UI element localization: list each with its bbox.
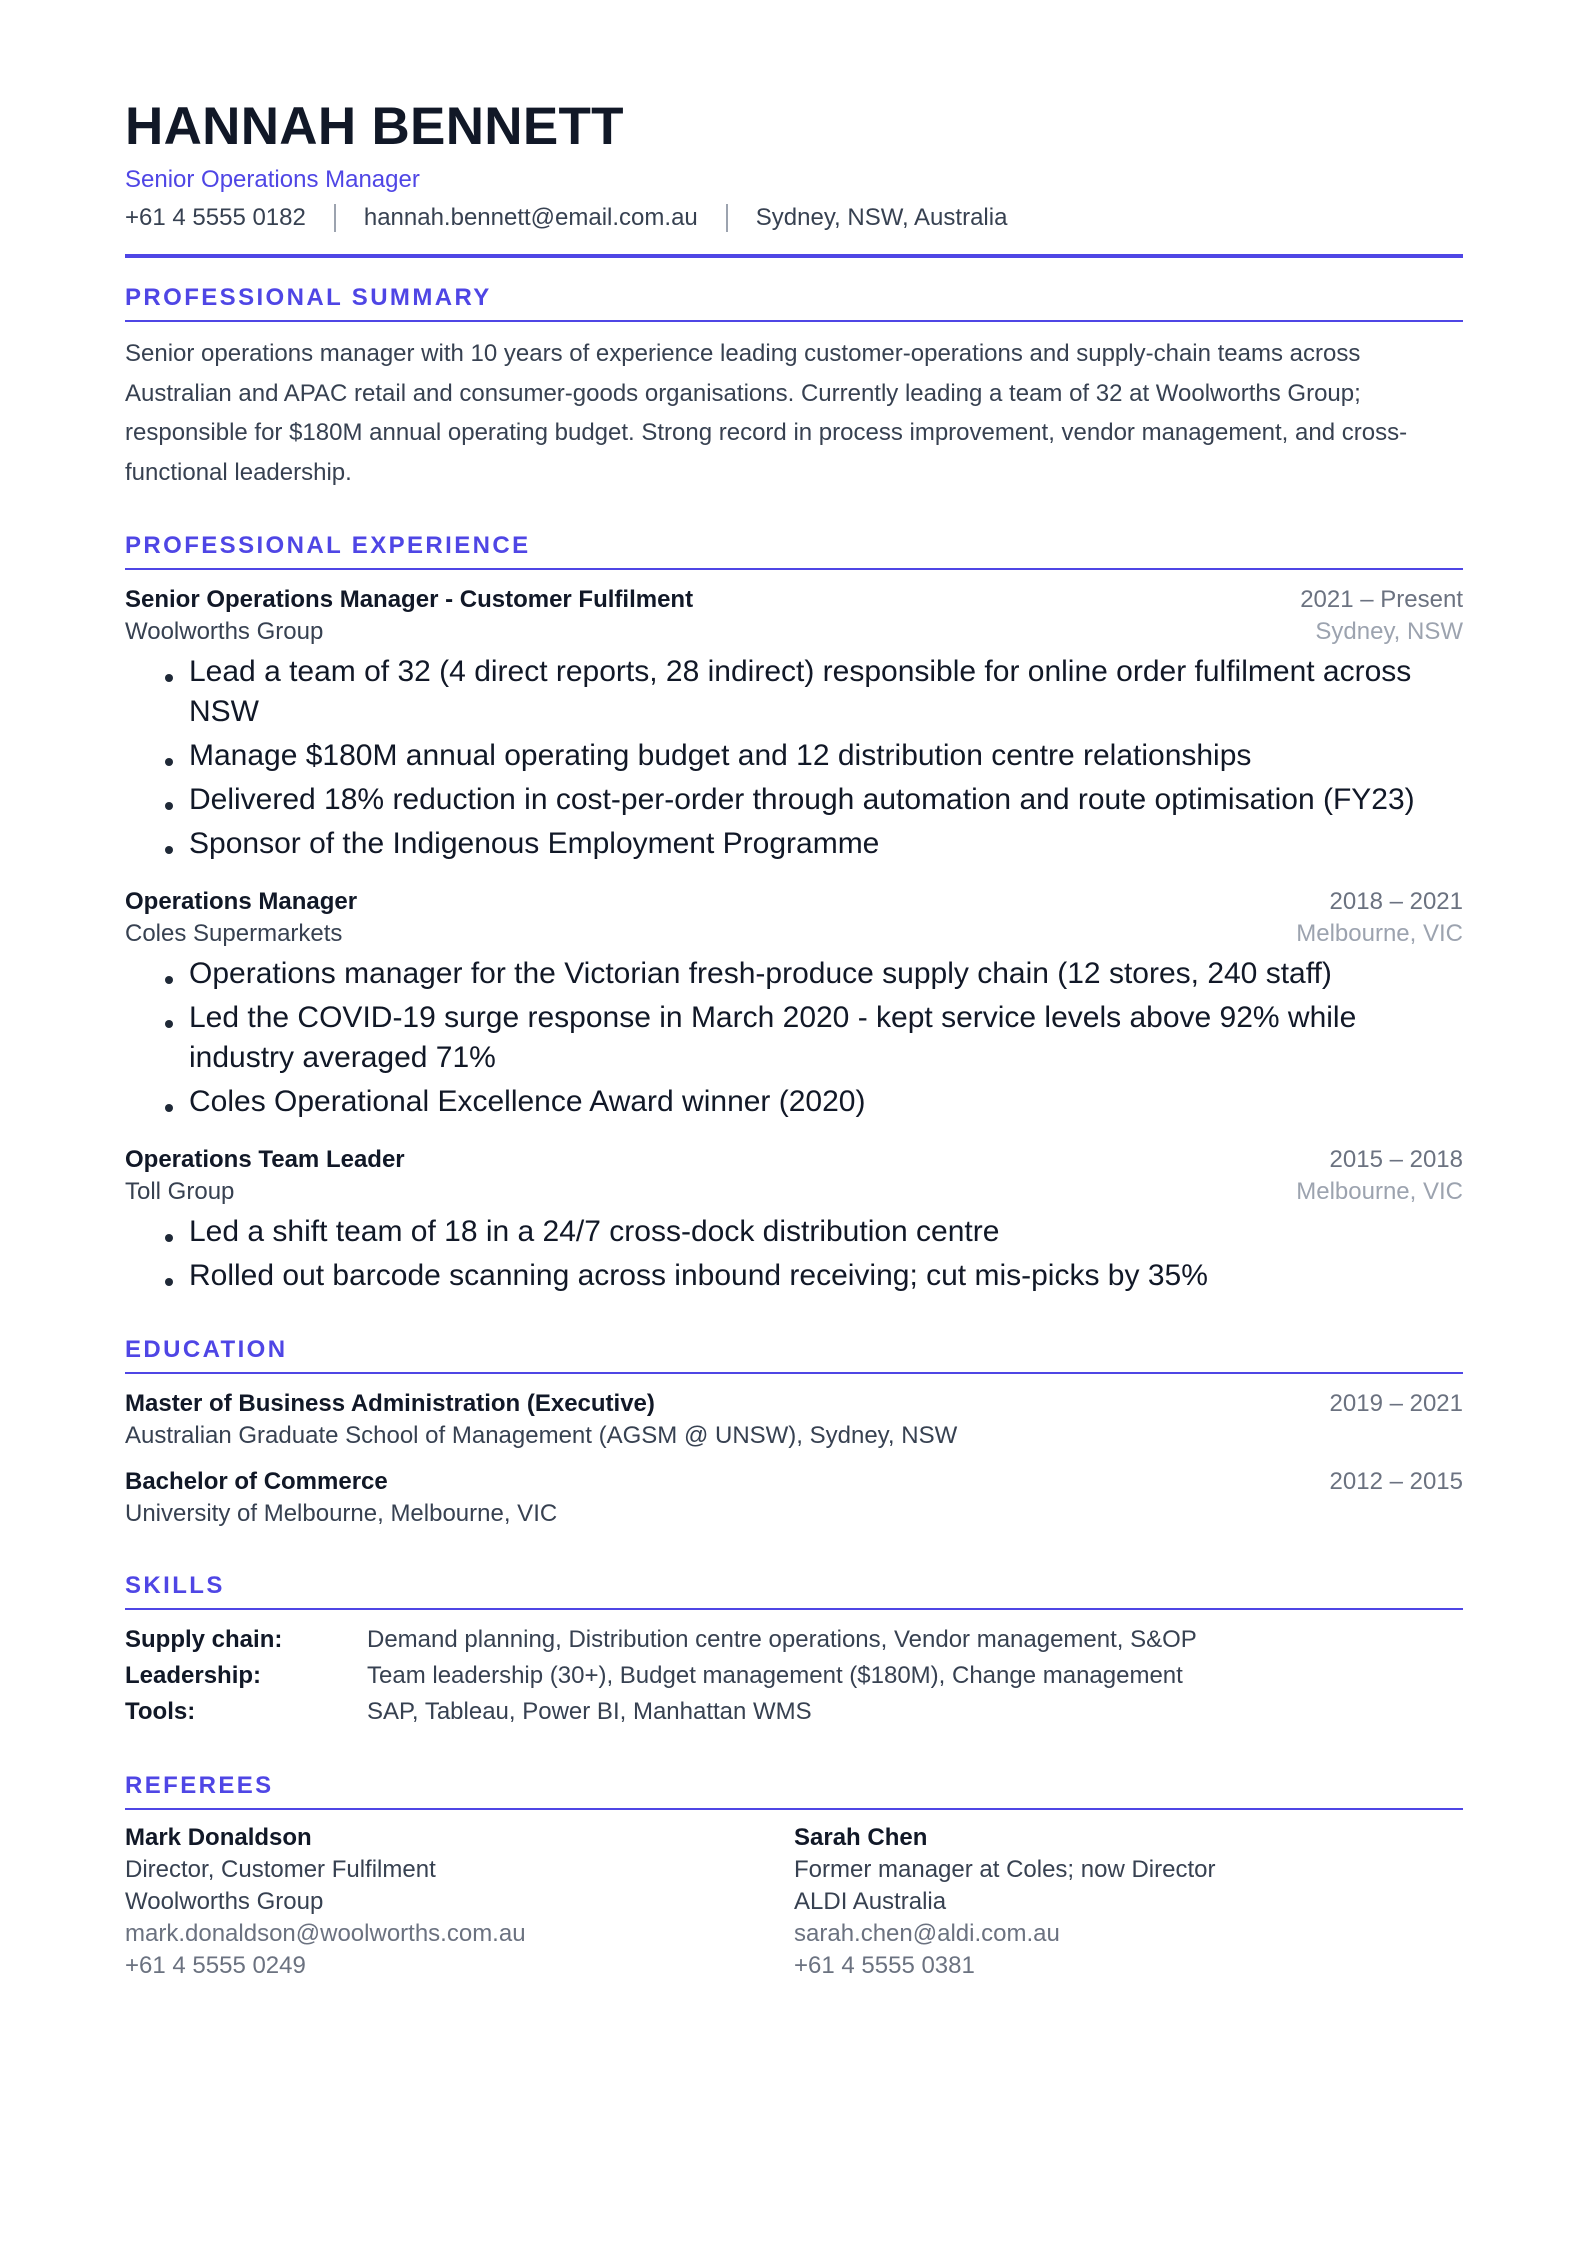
skill-row <box>125 1694 1463 1730</box>
skills-table <box>125 1622 1463 1730</box>
job-location: Melbourne, VIC <box>1296 920 1463 947</box>
referee-name: Sarah Chen <box>794 1824 928 1851</box>
referees-list <box>125 1822 1463 1982</box>
referee-org: ALDI Australia <box>794 1888 947 1915</box>
degree-dates: 2012 – 2015 <box>1329 1468 1463 1495</box>
referee-name: Mark Donaldson <box>125 1824 312 1851</box>
job-entry <box>125 886 1463 1122</box>
job-bullet: Sponsor of the Indigenous Employment Programme <box>189 824 1463 864</box>
job-location: Melbourne, VIC <box>1296 1178 1463 1205</box>
job-bullet: Operations manager for the Victorian fresh-produce supply chain (12 stores, 240 staff) <box>189 954 1463 994</box>
skill-label: Supply chain: <box>125 1626 283 1653</box>
candidate-title: Senior Operations Manager <box>125 166 420 193</box>
degree-title: Master of Business Administration (Executive) <box>125 1390 655 1417</box>
referee-role: Director, Customer Fulfilment <box>125 1856 436 1883</box>
skill-value: SAP, Tableau, Power BI, Manhattan WMS <box>367 1698 812 1725</box>
skill-row <box>125 1622 1463 1658</box>
job-title: Senior Operations Manager - Customer Fulfilment <box>125 586 694 613</box>
skill-value: Demand planning, Distribution centre operations, Vendor management, S&OP <box>367 1626 1197 1653</box>
job-company: Woolworths Group <box>125 618 324 645</box>
candidate-name: HANNAH BENNETT <box>125 97 624 156</box>
summary-text: Senior operations manager with 10 years of experience leading customer-operations and supply-chain teams across Australian and APAC retail and consumer-goods organisations. Currently leading a team of 32 at Woolworths Group; responsible for $180M annual operating budget. Strong record in process improvement, vendor management, and cross-functional leadership. <box>125 340 1408 486</box>
degree-title: Bachelor of Commerce <box>125 1468 388 1495</box>
degree-dates: 2019 – 2021 <box>1329 1390 1463 1417</box>
skill-label: Tools: <box>125 1698 196 1725</box>
referee-card <box>794 1822 1463 1982</box>
education-entry <box>125 1466 1463 1530</box>
experience-section <box>125 530 1463 1296</box>
referee-phone: +61 4 5555 0249 <box>125 1952 306 1979</box>
job-company: Toll Group <box>125 1178 235 1205</box>
referee-org: Woolworths Group <box>125 1888 324 1915</box>
referee-email: sarah.chen@aldi.com.au <box>794 1920 1060 1947</box>
summary-section <box>125 282 1463 492</box>
job-bullet: Manage $180M annual operating budget and 12 distribution centre relationships <box>189 736 1463 776</box>
contact-line <box>125 202 1463 234</box>
section-heading: EDUCATION <box>125 1334 1463 1374</box>
referee-card <box>125 1822 794 1982</box>
job-dates: 2015 – 2018 <box>1329 1146 1463 1173</box>
contact-divider <box>334 204 336 232</box>
referee-role: Former manager at Coles; now Director <box>794 1856 1216 1883</box>
job-company: Coles Supermarkets <box>125 920 343 947</box>
contact-phone: +61 4 5555 0182 <box>125 204 306 231</box>
job-bullet: Rolled out barcode scanning across inbound receiving; cut mis-picks by 35% <box>189 1256 1463 1296</box>
job-bullets <box>125 954 1463 1122</box>
skill-value: Team leadership (30+), Budget management ($180M), Change management <box>367 1662 1183 1689</box>
contact-email: hannah.bennett@email.com.au <box>363 204 698 231</box>
header-rule <box>125 254 1463 258</box>
job-title: Operations Team Leader <box>125 1146 405 1173</box>
resume-header <box>125 96 1463 258</box>
skills-section <box>125 1570 1463 1730</box>
job-bullet: Delivered 18% reduction in cost-per-order through automation and route optimisation (FY23) <box>189 780 1463 820</box>
education-section <box>125 1334 1463 1530</box>
section-heading: REFEREES <box>125 1770 1463 1810</box>
job-entry <box>125 584 1463 864</box>
section-heading: SKILLS <box>125 1570 1463 1610</box>
job-bullet: Coles Operational Excellence Award winner (2020) <box>189 1082 1463 1122</box>
job-dates: 2018 – 2021 <box>1329 888 1463 915</box>
section-heading: PROFESSIONAL SUMMARY <box>125 282 1463 322</box>
skill-row <box>125 1658 1463 1694</box>
contact-location: Sydney, NSW, Australia <box>755 204 1008 231</box>
job-bullet: Lead a team of 32 (4 direct reports, 28 indirect) responsible for online order fulfilment across NSW <box>189 652 1463 732</box>
section-heading: PROFESSIONAL EXPERIENCE <box>125 530 1463 570</box>
contact-divider <box>726 204 728 232</box>
degree-school: Australian Graduate School of Management (AGSM @ UNSW), Sydney, NSW <box>125 1422 958 1449</box>
job-bullets <box>125 1212 1463 1296</box>
job-bullet: Led a shift team of 18 in a 24/7 cross-dock distribution centre <box>189 1212 1463 1252</box>
job-title: Operations Manager <box>125 888 358 915</box>
job-location: Sydney, NSW <box>1315 618 1463 645</box>
education-entry <box>125 1388 1463 1452</box>
referee-email: mark.donaldson@woolworths.com.au <box>125 1920 526 1947</box>
job-bullet: Led the COVID-19 surge response in March 2020 - kept service levels above 92% while industry averaged 71% <box>189 998 1463 1078</box>
job-dates: 2021 – Present <box>1300 586 1463 613</box>
skill-label: Leadership: <box>125 1662 262 1689</box>
degree-school: University of Melbourne, Melbourne, VIC <box>125 1500 558 1527</box>
job-bullets <box>125 652 1463 864</box>
referee-phone: +61 4 5555 0381 <box>794 1952 975 1979</box>
referees-section <box>125 1770 1463 1982</box>
job-entry <box>125 1144 1463 1296</box>
